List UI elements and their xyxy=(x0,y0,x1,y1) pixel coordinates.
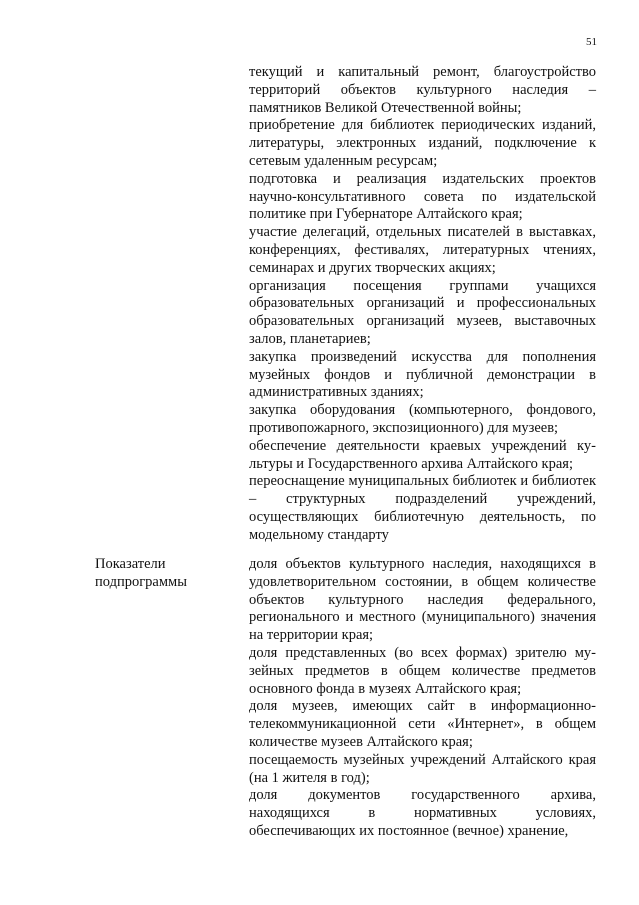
list-item: закупка произведений искусства для пополнения музейных фондов и публичной демонстрации в административных зданиях; xyxy=(249,348,596,401)
list-item: доля объектов культурного наследия, находящихся в удовлетворительном состоянии, в общем количестве объектов культурного наследия федерального, регионального и местного (муниципального) значения на территории края; xyxy=(249,556,596,644)
list-item: участие делегаций, отдельных писателей в выставках, конференциях, фестивалях, литературных чтениях, семинарах и других творческих акциях; xyxy=(249,224,596,276)
list-item: доля представленных (во всех формах) зрителю музейных предметов в общем количестве предметов основного фонда в музеях Алтайского края; xyxy=(249,644,596,697)
list-item: переоснащение муниципальных библиотек и библиотек – структурных подразделений учреждений, осуществляющих библиотечную деятельность, по модельному стандарту xyxy=(249,473,596,543)
list-item: подготовка и реализация издательских проектов научно-консультативного совета по издательской политике при Губернаторе Алтайского края; xyxy=(249,170,596,223)
list-item: текущий и капитальный ремонт, благоустройство территорий объектов культурного наследия – памятников Великой Отечественной войны; xyxy=(249,64,596,116)
list-item: приобретение для библиотек периодических изданий, литературы, электронных изданий, подключение к сетевым удаленным ресурсам; xyxy=(249,117,596,169)
page-number: 51 xyxy=(586,36,597,48)
list-item: обеспечение деятельности краевых учреждений культуры и Государственного архива Алтайского края; xyxy=(249,437,596,472)
indicators-list xyxy=(249,556,596,841)
list-item: доля музеев, имеющих сайт в информационно-телекоммуникационной сети «Интернет», в общем количестве музеев Алтайского края; xyxy=(249,698,596,750)
measures-list xyxy=(249,64,596,545)
list-item: посещаемость музейных учреждений Алтайского края (на 1 жителя в год); xyxy=(249,751,596,786)
list-item: организация посещения группами учащихся образовательных организаций и профессиональных образовательных организаций музеев, выставочных залов, планетариев; xyxy=(249,277,596,347)
indicators-label: Показатели подпрограммы xyxy=(95,556,187,590)
list-item: доля документов государственного архива, находящихся в нормативных условиях, обеспечивающих их постоянное (вечное) хранение, xyxy=(249,787,596,839)
list-item: закупка оборудования (компьютерного, фондового, противопожарного, экспозиционного) для музеев; xyxy=(249,402,596,436)
